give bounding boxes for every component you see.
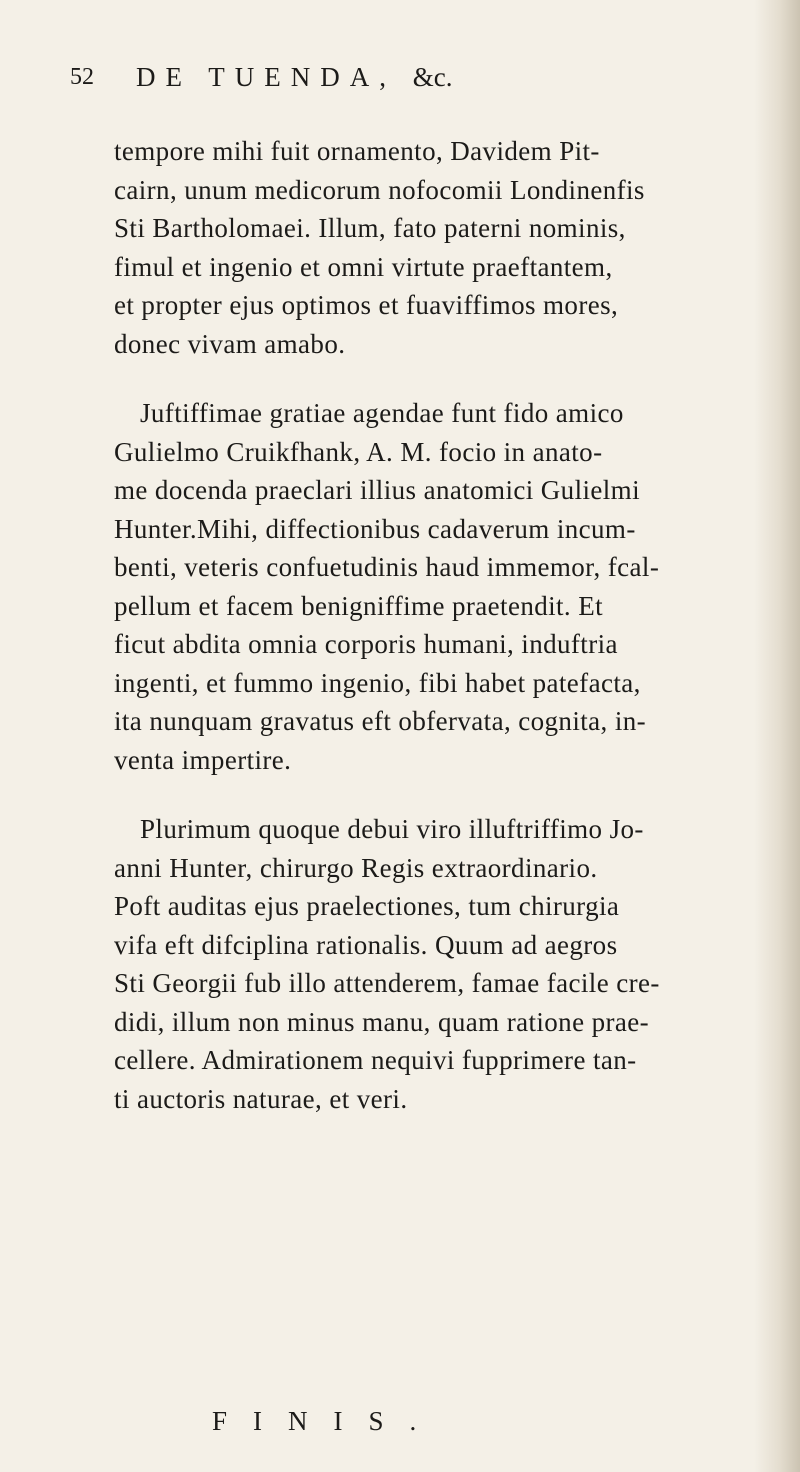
text-line: Sti Bartholomaei. Illum, fato paterni nominis, <box>114 213 626 243</box>
text-line: fimul et ingenio et omni virtute praeftantem, <box>114 251 613 282</box>
text-line: me docenda praeclari illius anatomici Gulielmi <box>114 475 640 505</box>
running-header <box>70 62 710 102</box>
text-line: Poft auditas ejus praelectiones, tum chirurgia <box>114 891 620 921</box>
text-line: ti auctoris naturae, et veri. <box>114 1083 408 1114</box>
running-title-etc: &c. <box>412 62 453 92</box>
text-line: Plurimum quoque debui viro illuftriffimo Jo- <box>140 814 644 844</box>
page-edge-shadow <box>754 0 800 1472</box>
text-line: et propter ejus optimos et fuaviffimos mores, <box>114 290 619 320</box>
running-title-text: DE TUENDA, <box>136 62 396 92</box>
finis-colophon: FINIS. <box>212 1406 443 1436</box>
body-text <box>114 132 754 1149</box>
text-line: Gulielmo Cruikfhank, A. M. focio in anato- <box>114 436 603 467</box>
text-line: benti, veteris confuetudinis haud immemor, fcal- <box>114 552 660 582</box>
paragraph <box>114 394 754 779</box>
text-line: ita nunquam gravatus eft obfervata, cognita, in- <box>114 706 647 736</box>
text-line: didi, illum non minus manu, quam ratione prae- <box>114 1006 650 1037</box>
paragraph <box>114 132 754 363</box>
text-line: cellere. Admirationem nequivi fupprimere tan- <box>114 1045 637 1075</box>
paragraph <box>114 810 754 1118</box>
text-line: anni Hunter, chirurgo Regis extraordinario. <box>114 852 598 883</box>
text-line: venta impertire. <box>114 744 292 775</box>
text-line: pellum et facem benigniffime praetendit. Et <box>114 590 604 621</box>
text-line: Juftiffimae gratiae agendae funt fido amico <box>140 398 624 428</box>
text-line: donec vivam amabo. <box>114 328 346 359</box>
text-line: Hunter.Mihi, diffectionibus cadaverum incum- <box>114 513 636 544</box>
running-title <box>136 62 452 93</box>
text-line: Sti Georgii fub illo attenderem, famae facile cre- <box>114 968 660 998</box>
text-line: vifa eft difciplina rationalis. Quum ad aegros <box>114 929 618 960</box>
text-line: cairn, unum medicorum nofocomii Londinenfis <box>114 174 645 205</box>
page-number: 52 <box>70 64 94 90</box>
text-line: ingenti, et fummo ingenio, fibi habet patefacta, <box>114 667 641 698</box>
text-line: ficut abdita omnia corporis humani, induftria <box>114 629 618 659</box>
text-line: tempore mihi fuit ornamento, Davidem Pit- <box>114 136 600 166</box>
